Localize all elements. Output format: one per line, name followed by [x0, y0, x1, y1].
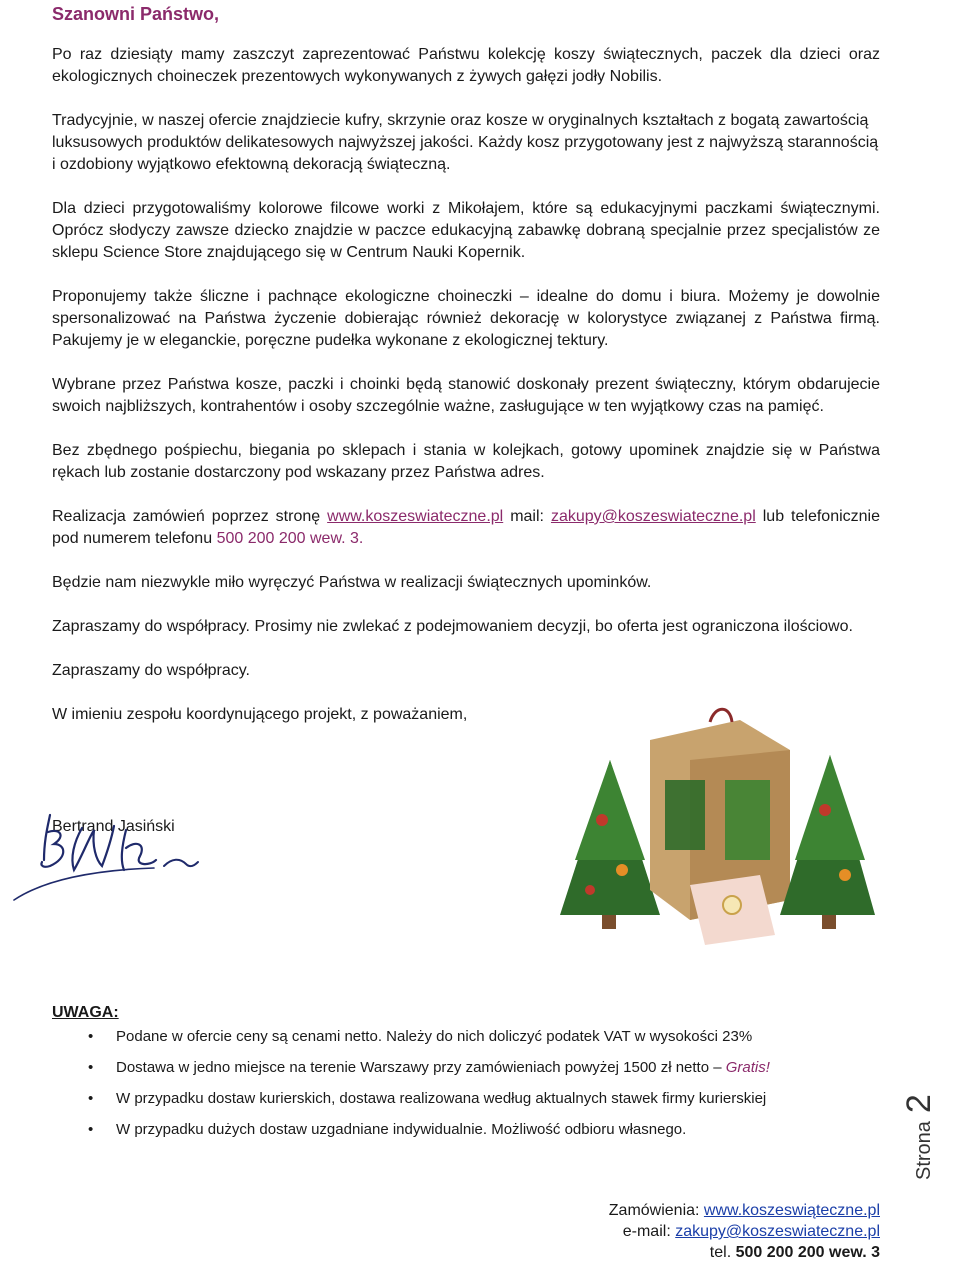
greeting-heading: Szanowni Państwo, — [52, 4, 220, 24]
notice-item-courier — [52, 1090, 872, 1108]
paragraph-invite-repeat — [52, 660, 880, 682]
paragraph-invite-text-2: Prosimy nie zwlekać z podejmowaniem decyzji, bo oferta jest ograniczona ilościowo. — [254, 618, 853, 635]
letter-body — [52, 44, 880, 726]
footer-email-label: e-mail: — [622, 1223, 671, 1240]
paragraph-offer — [52, 110, 880, 176]
bullet-icon: • — [88, 1121, 94, 1138]
paragraph-contact — [52, 506, 880, 550]
gratis-label: Gratis! — [725, 1059, 770, 1076]
paragraph-trees-text-2: Możemy je dowolnie spersonalizować na Państwa życzenie dobierając również dekorację w kolorystyce związanej z Państwa firmą. — [52, 288, 880, 327]
footer-contact — [609, 1200, 880, 1263]
paragraph-pleasure — [52, 572, 880, 594]
notice-item-delivery — [52, 1059, 872, 1077]
notice-item-text: W przypadku dużych dostaw uzgadniane indywidualnie. Możliwość odbioru własnego. — [116, 1121, 687, 1138]
footer-orders-label: Zamówienia: — [608, 1202, 700, 1219]
paragraph-delivery-text: Bez zbędnego pośpiechu, biegania po sklepach i stania w kolejkach, gotowy upominek znajdzie się w Państwa rękach lub zostanie dostarczony pod wskazany przez Państwa adres. — [52, 442, 880, 481]
footer-email-line — [609, 1221, 880, 1242]
paragraph-invite-text-1: Zapraszamy do współpracy. — [52, 618, 250, 635]
paragraph-intro — [52, 44, 880, 88]
bullet-icon: • — [88, 1059, 94, 1076]
paragraph-trees — [52, 286, 880, 352]
footer-phone-line — [609, 1242, 880, 1263]
christmas-trees-photo — [540, 700, 880, 950]
paragraph-gift-text: Wybrane przez Państwa kosze, paczki i choinki będą stanowić doskonały prezent świąteczny, którym obdarujecie swoich najbliższych, kontrahentów i osoby szczególnie ważne, zasługujące w ten wyjątkowy czas na pamięć. — [52, 376, 880, 415]
paragraph-offer-text-2: Każdy kosz przygotowany jest z najwyższą starannością i ozdobiony wyjątkowo efektowną dekoracją świąteczną. — [52, 134, 879, 173]
notice-title: UWAGA: — [52, 1004, 119, 1021]
paragraph-pleasure-text: Będzie nam niezwykle miło wyręczyć Państwa w realizacji świątecznych upominków. — [52, 574, 652, 591]
notice-list — [52, 1028, 872, 1139]
page-number-label — [900, 1020, 960, 1180]
paragraph-children-text-2: Oprócz słodyczy zawsze dziecko znajdzie w paczce edukacyjną zabawkę dobraną specjalnie przez specjalistów ze sklepu Science Store znajdującego się w Centrum Nauki Kopernik. — [52, 222, 880, 261]
bullet-icon: • — [88, 1090, 94, 1107]
paragraph-invite — [52, 616, 880, 638]
paragraph-children-text-1: Dla dzieci przygotowaliśmy kolorowe filcowe worki z Mikołajem, które są edukacyjnymi paczkami świątecznymi. — [52, 200, 880, 217]
signer-name: Bertrand Jasiński — [52, 818, 175, 835]
paragraph-closing-text: W imieniu zespołu koordynującego projekt, z poważaniem, — [52, 706, 468, 723]
footer-phone-number: 500 200 200 wew. 3 — [735, 1244, 880, 1261]
paragraph-trees-text-1: Proponujemy także śliczne i pachnące ekologiczne choineczki – idealne do domu i biura. — [52, 288, 721, 305]
paragraph-intro-text: Po raz dziesiąty mamy zaszczyt zaprezentować Państwu kolekcję koszy świątecznych, paczek dla dzieci oraz ekologicznych choineczek prezentowych wykonywanych z żywych gałęzi jodły Nobilis. — [52, 46, 880, 85]
notice-item-vat — [52, 1028, 872, 1046]
paragraph-offer-text-1: Tradycyjnie, w naszej ofercie znajdziecie kufry, skrzynie oraz kosze w oryginalnych kształtach z bogatą zawartością luksusowych produktów delikatesowych najwyższej jakości. — [52, 112, 869, 151]
contact-prefix: Realizacja zamówień poprzez stronę — [52, 508, 321, 525]
paragraph-gift — [52, 374, 880, 418]
footer-orders-line — [609, 1200, 880, 1221]
website-link[interactable]: www.koszeswiateczne.pl — [327, 508, 504, 525]
footer-website-link[interactable]: www.koszeswiąteczne.pl — [703, 1202, 880, 1219]
phone-number: 500 200 200 wew. 3. — [216, 530, 364, 547]
page-number: 2 — [900, 1094, 938, 1114]
email-link[interactable]: zakupy@koszeswiateczne.pl — [550, 508, 756, 525]
notice-item-text: Dostawa w jedno miejsce na terenie Warszawy przy zamówieniach powyżej 1500 zł netto – — [116, 1059, 722, 1076]
footer-email-link[interactable]: zakupy@koszeswiateczne.pl — [675, 1223, 880, 1240]
paragraph-children — [52, 198, 880, 264]
page-word: Strona — [913, 1121, 935, 1180]
notice-item-text: Podane w ofercie ceny są cenami netto. Należy do nich doliczyć podatek VAT w wysokości 23% — [116, 1028, 753, 1045]
footer-phone-label: tel. — [709, 1244, 732, 1261]
signature-image — [4, 770, 224, 930]
contact-mid: lub telefonicznie pod numerem telefonu — [52, 508, 881, 547]
notice-item-text: W przypadku dostaw kurierskich, dostawa realizowana według aktualnych stawek firmy kurierskiej — [116, 1090, 767, 1107]
bullet-icon: • — [88, 1028, 94, 1045]
notice-item-large — [52, 1121, 872, 1139]
paragraph-delivery — [52, 440, 880, 484]
notice-section — [52, 1004, 872, 1152]
paragraph-invite-repeat-text: Zapraszamy do współpracy. — [52, 662, 250, 679]
paragraph-trees-text-3: Pakujemy je w eleganckie, poręczne pudełka wykonane z ekologicznej tektury. — [52, 332, 609, 349]
mail-label: mail: — [510, 508, 544, 525]
